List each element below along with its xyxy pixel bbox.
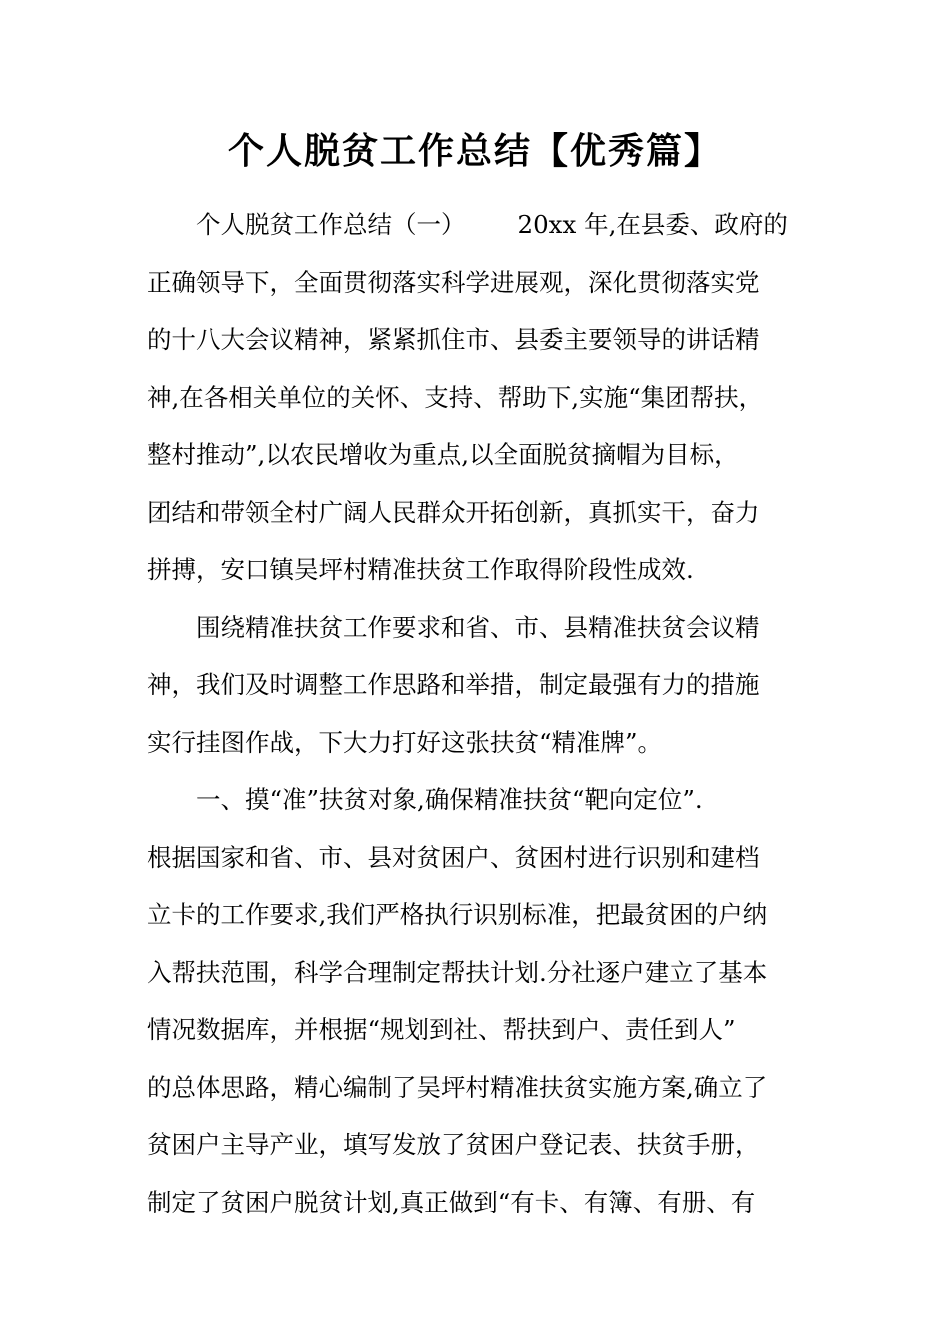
paragraph-line: 围绕精准扶贫工作要求和省、市、县精准扶贫会议精	[196, 612, 760, 642]
paragraph-line: 制定了贫困户脱贫计划,真正做到“有卡、有簿、有册、有	[147, 1187, 756, 1217]
paragraph-line: 拼搏，安口镇吴坪村精准扶贫工作取得阶段性成效.	[147, 555, 694, 584]
paragraph-line: 根据国家和省、市、县对贫困户、贫困村进行识别和建档	[147, 842, 760, 872]
paragraph-line: 神，我们及时调整工作思路和举措，制定最强有力的措施	[147, 670, 760, 699]
section-heading: 个人脱贫工作总结（一）	[196, 210, 466, 239]
paragraph-line: 正确领导下，全面贯彻落实科学进展观，深化贯彻落实党	[147, 267, 760, 297]
document-body	[147, 196, 807, 1231]
paragraph-line: 立卡的工作要求,我们严格执行识别标准，把最贫困的户纳	[147, 900, 768, 929]
paragraph-line: 整村推动”,以农民增收为重点,以全面脱贫摘帽为目标，	[147, 440, 739, 469]
paragraph-line: 入帮扶范围，科学合理制定帮扶计划.分社逐户建立了基本	[147, 957, 768, 987]
paragraph-line	[147, 196, 807, 254]
paragraph-line: 的十八大会议精神，紧紧抓住市、县委主要领导的讲话精	[147, 325, 760, 354]
paragraph-line: 的总体思路，精心编制了吴坪村精准扶贫实施方案,确立了	[147, 1072, 768, 1102]
paragraph-line: 团结和带领全村广阔人民群众开拓创新，真抓实干，奋力	[147, 497, 760, 527]
paragraph-2	[147, 599, 807, 772]
document-title: 个人脱贫工作总结【优秀篇】	[227, 131, 722, 172]
paragraph-line: 一、摸“准”扶贫对象,确保精准扶贫“靶向定位”.	[196, 785, 703, 814]
paragraph-line: 神,在各相关单位的关怀、支持、帮助下,实施“集团帮扶，	[147, 382, 764, 412]
paragraph-text: 20xx 年,在县委、政府的	[517, 210, 788, 239]
paragraph-1	[147, 196, 807, 599]
paragraph-3	[147, 771, 807, 1231]
paragraph-line: 贫困户主导产业，填写发放了贫困户登记表、扶贫手册，	[147, 1130, 760, 1159]
paragraph-line: 情况数据库，并根据“规划到社、帮扶到户、责任到人”	[147, 1015, 736, 1044]
paragraph-line: 实行挂图作战，下大力打好这张扶贫“精准牌”。	[147, 727, 663, 757]
